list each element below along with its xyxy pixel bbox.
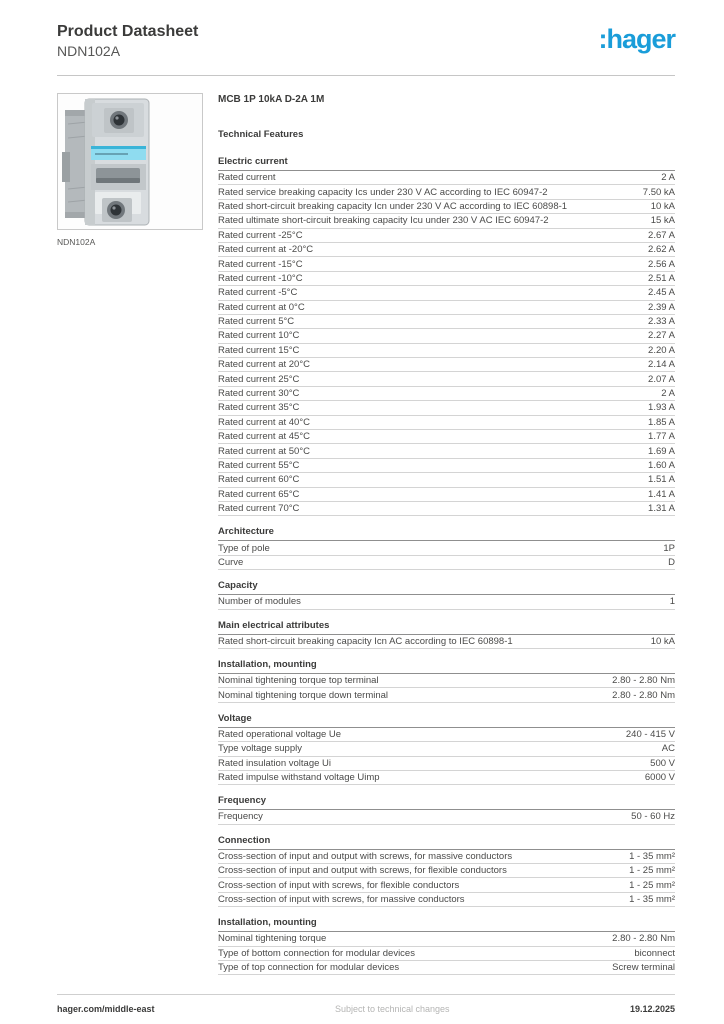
spec-row-value: 2 A (661, 388, 675, 400)
spec-row-value: biconnect (634, 947, 675, 959)
section-title: Connection (218, 836, 675, 850)
spec-row (218, 444, 675, 458)
spec-row (218, 459, 675, 473)
spec-row (218, 243, 675, 257)
spec-row (218, 674, 675, 688)
spec-row-label: Rated current at 45°C (218, 431, 310, 443)
footer-divider (57, 994, 675, 995)
spec-row-value: 2.33 A (648, 316, 675, 328)
spec-row-label: Number of modules (218, 596, 301, 608)
header-divider (57, 75, 675, 76)
spec-row-value: AC (661, 743, 675, 755)
section-title: Installation, mounting (218, 918, 675, 932)
spec-row (218, 893, 675, 907)
spec-row-label: Cross-section of input and output with screws, for massive conductors (218, 850, 513, 862)
spec-column (218, 93, 675, 975)
spec-row (218, 771, 675, 785)
spec-row-label: Rated current 35°C (218, 402, 300, 414)
spec-row (218, 229, 675, 243)
spec-row-label: Rated current 10°C (218, 330, 300, 342)
content-area (57, 93, 675, 975)
spec-row-value: 15 kA (650, 215, 675, 227)
spec-section (218, 796, 675, 824)
spec-row (218, 502, 675, 516)
spec-row-value: 1 - 35 mm² (629, 850, 675, 862)
footer-website-link[interactable]: hager.com/middle-east (57, 1004, 155, 1014)
hager-logo: :hager (598, 24, 675, 54)
spec-row (218, 171, 675, 185)
spec-row-value: 2.20 A (648, 344, 675, 356)
spec-row (218, 315, 675, 329)
spec-row-value: 1.31 A (648, 503, 675, 515)
spec-row (218, 961, 675, 975)
spec-row-value: 2.39 A (648, 301, 675, 313)
spec-row (218, 401, 675, 415)
spec-section (218, 527, 675, 570)
spec-row (218, 488, 675, 502)
spec-row-value: 2.62 A (648, 244, 675, 256)
spec-row-value: 1.77 A (648, 431, 675, 443)
footer-date: 19.12.2025 (629, 1004, 675, 1014)
spec-row (218, 286, 675, 300)
product-image-column (57, 93, 203, 975)
spec-row-label: Nominal tightening torque (218, 933, 327, 945)
spec-row-value: Screw terminal (612, 962, 675, 974)
spec-row (218, 742, 675, 756)
spec-row-value: 1 (669, 596, 675, 608)
spec-row-value: 10 kA (650, 200, 675, 212)
spec-row (218, 416, 675, 430)
document-header (57, 22, 675, 60)
spec-row-label: Rated short-circuit breaking capacity Icn AC according to IEC 60898-1 (218, 635, 513, 647)
spec-row-value: 1.93 A (648, 402, 675, 414)
spec-row (218, 947, 675, 961)
spec-row-value: 2.80 - 2.80 Nm (612, 933, 675, 945)
spec-row-label: Rated current 65°C (218, 488, 300, 500)
header-text-block (57, 22, 198, 60)
spec-row-label: Rated current 70°C (218, 503, 300, 515)
spec-row-value: 2.80 - 2.80 Nm (612, 689, 675, 701)
spec-row-label: Rated insulation voltage Ui (218, 757, 332, 769)
spec-row-label: Rated current at 20°C (218, 359, 310, 371)
spec-row-label: Type voltage supply (218, 743, 302, 755)
spec-row-label: Rated current 25°C (218, 373, 300, 385)
spec-row-label: Rated current at 50°C (218, 445, 310, 457)
spec-row-value: 2.14 A (648, 359, 675, 371)
spec-row-label: Cross-section of input with screws, for flexible conductors (218, 879, 460, 891)
section-title: Voltage (218, 714, 675, 728)
spec-row (218, 200, 675, 214)
spec-row-label: Rated current at 40°C (218, 416, 310, 428)
spec-section (218, 621, 675, 649)
spec-row (218, 344, 675, 358)
spec-section (218, 714, 675, 786)
spec-row-value: 2.45 A (648, 287, 675, 299)
spec-row (218, 688, 675, 702)
section-title: Main electrical attributes (218, 621, 675, 635)
spec-row-label: Cross-section of input and output with screws, for flexible conductors (218, 865, 507, 877)
spec-row (218, 595, 675, 609)
spec-row-label: Rated current (218, 172, 276, 184)
spec-row-value: 1.69 A (648, 445, 675, 457)
spec-row-label: Cross-section of input with screws, for massive conductors (218, 894, 465, 906)
section-title: Frequency (218, 796, 675, 810)
spec-row-value: D (668, 556, 675, 568)
spec-row (218, 864, 675, 878)
spec-row (218, 301, 675, 315)
spec-row-label: Rated current -10°C (218, 272, 303, 284)
spec-section (218, 157, 675, 516)
spec-row-label: Rated current 15°C (218, 344, 300, 356)
spec-row-label: Nominal tightening torque down terminal (218, 689, 389, 701)
spec-row-value: 2 A (661, 172, 675, 184)
spec-row-label: Nominal tightening torque top terminal (218, 675, 379, 687)
spec-row (218, 878, 675, 892)
spec-row-value: 1.85 A (648, 416, 675, 428)
product-title: MCB 1P 10kA D-2A 1M (218, 94, 325, 105)
spec-row-label: Type of pole (218, 542, 270, 554)
spec-row (218, 635, 675, 649)
spec-row (218, 556, 675, 570)
spec-row-value: 6000 V (644, 772, 675, 784)
spec-row-label: Rated current at 0°C (218, 301, 305, 313)
footer-row (57, 1004, 675, 1014)
footer-disclaimer: Subject to technical changes (334, 1004, 450, 1014)
spec-row-value: 1.51 A (648, 474, 675, 486)
spec-row-value: 7.50 kA (642, 186, 675, 198)
section-title: Electric current (218, 157, 675, 171)
page-title: Product Datasheet (57, 23, 199, 40)
spec-row (218, 387, 675, 401)
spec-section (218, 660, 675, 703)
section-title: Installation, mounting (218, 660, 675, 674)
spec-row-value: 1.41 A (648, 488, 675, 500)
spec-row-label: Rated current 55°C (218, 460, 300, 471)
spec-row-label: Rated current at -20°C (218, 244, 314, 256)
section-title: Architecture (218, 527, 675, 541)
spec-row-label: Rated current 5°C (218, 316, 295, 328)
spec-row-label: Rated short-circuit breaking capacity Icn under 230 V AC according to IEC 60898-1 (218, 200, 568, 212)
spec-sections (218, 157, 675, 975)
spec-row-value: 240 - 415 V (625, 728, 675, 740)
spec-row (218, 372, 675, 386)
product-reference: NDN102A (57, 43, 121, 59)
spec-row (218, 541, 675, 555)
mcb-breaker-illustration (58, 94, 202, 229)
spec-row (218, 257, 675, 271)
spec-row-label: Rated current -5°C (218, 287, 298, 299)
spec-row-value: 2.56 A (648, 258, 675, 270)
spec-row-value: 50 - 60 Hz (631, 811, 675, 823)
spec-row-value: 10 kA (650, 635, 675, 647)
spec-section (218, 836, 675, 908)
spec-row-label: Type of bottom connection for modular devices (218, 947, 415, 959)
spec-row-label: Rated service breaking capacity Ics under 230 V AC according to IEC 60947-2 (218, 186, 548, 198)
spec-row-label: Rated current -25°C (218, 229, 303, 241)
spec-row (218, 728, 675, 742)
spec-row-value: 2.67 A (648, 229, 675, 241)
document-footer (57, 994, 675, 1014)
spec-row-value: 1 - 35 mm² (629, 894, 675, 906)
spec-row-label: Rated current 60°C (218, 474, 300, 486)
spec-section (218, 918, 675, 975)
spec-row-label: Rated ultimate short-circuit breaking capacity Icu under 230 V AC IEC 60947-2 (218, 215, 549, 227)
spec-row (218, 329, 675, 343)
spec-row-label: Rated impulse withstand voltage Uimp (218, 772, 380, 784)
spec-row-label: Frequency (218, 811, 263, 823)
spec-row (218, 932, 675, 946)
spec-row (218, 810, 675, 824)
spec-row (218, 757, 675, 771)
spec-row (218, 214, 675, 228)
spec-row-value: 1.60 A (648, 460, 675, 471)
spec-row-label: Rated current 30°C (218, 388, 300, 400)
spec-row-label: Rated operational voltage Ue (218, 728, 342, 740)
image-caption: NDN102A (57, 237, 96, 247)
spec-row-label: Rated current -15°C (218, 258, 303, 270)
spec-row-value: 2.27 A (648, 330, 675, 342)
spec-row-value: 2.51 A (648, 272, 675, 284)
spec-row (218, 272, 675, 286)
spec-row (218, 185, 675, 199)
spec-row-value: 1 - 25 mm² (629, 879, 675, 891)
spec-row-label: Curve (218, 556, 244, 568)
spec-row (218, 850, 675, 864)
spec-row (218, 358, 675, 372)
spec-row (218, 430, 675, 444)
spec-row-value: 2.07 A (648, 373, 675, 385)
spec-row-label: Type of top connection for modular devices (218, 962, 400, 974)
spec-section (218, 581, 675, 609)
section-title: Capacity (218, 581, 675, 595)
product-photo (57, 93, 203, 230)
spec-row-value: 1P (663, 542, 675, 554)
spec-row-value: 1 - 25 mm² (629, 865, 675, 877)
spec-row-value: 500 V (650, 757, 675, 769)
features-heading: Technical Features (218, 129, 304, 140)
spec-row-value: 2.80 - 2.80 Nm (612, 675, 675, 687)
spec-row (218, 473, 675, 487)
